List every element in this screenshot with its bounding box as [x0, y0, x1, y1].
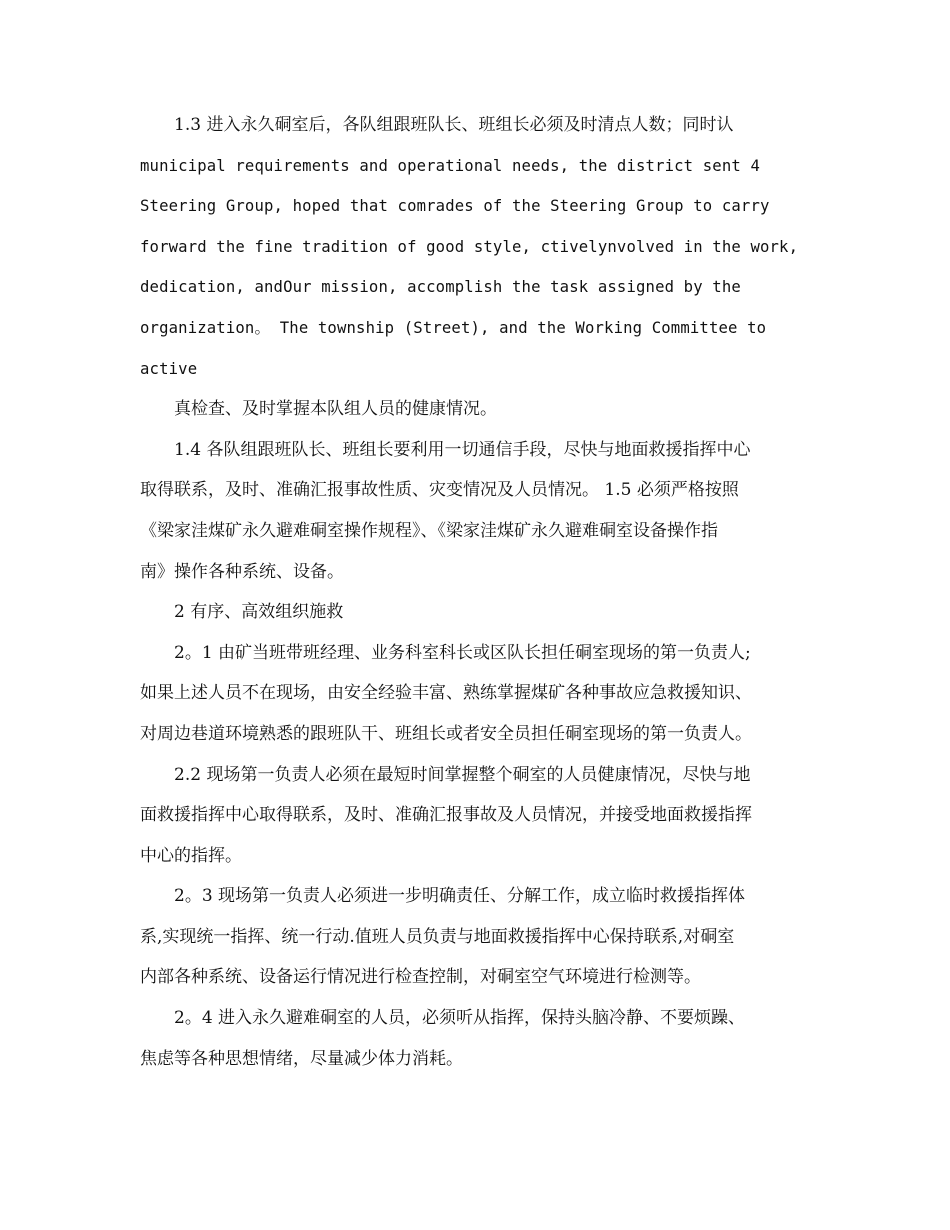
paragraph-1-4-line-3: 《梁家洼煤矿永久避难硐室操作规程》、《梁家洼煤矿永久避难硐室设备操作指	[140, 520, 718, 541]
paragraph-2-1-line-2: 如果上述人员不在现场，由安全经验丰富、熟练掌握煤矿各种事故应急救援知识、	[140, 683, 752, 704]
paragraph-2-3-line-2: 系,实现统一指挥、统一行动.值班人员负责与地面救援指挥中心保持联系,对硐室	[140, 926, 735, 947]
paragraph-1-4-line-2: 取得联系，及时、准确汇报事故性质、灾变情况及人员情况。 1.5 必须严格按照	[140, 480, 739, 501]
english-insert-line-5: organization。 The township (Street), and the Working Committee to	[140, 318, 767, 337]
english-insert-line-3: forward the fine tradition of good style, ctivelynvolved in the work,	[140, 237, 799, 256]
paragraph-2-1-line-1: 2。1 由矿当班带班经理、业务科室科长或区队长担任硐室现场的第一负责人;	[174, 642, 751, 663]
section-2-heading: 2 有序、高效组织施救	[174, 602, 344, 623]
paragraph-2-4-line-1: 2。4 进入永久避难硐室的人员，必须听从指挥，保持头脑冷静、不要烦躁、	[174, 1008, 746, 1029]
paragraph-1-3-line-2: 真检查、及时掌握本队组人员的健康情况。	[174, 399, 497, 420]
paragraph-2-2-line-2: 面救援指挥中心取得联系，及时、准确汇报事故及人员情况，并接受地面救援指挥	[140, 805, 752, 826]
document-page	[140, 105, 820, 1079]
paragraph-1-4-line-4: 南》操作各种系统、设备。	[140, 561, 344, 582]
paragraph-2-2-line-1: 2.2 现场第一负责人必须在最短时间掌握整个硐室的人员健康情况，尽快与地	[174, 764, 751, 785]
english-insert-line-6: active	[140, 359, 198, 378]
english-insert-line-4: dedication, andOur mission, accomplish the task assigned by the	[140, 278, 741, 297]
paragraph-2-4-line-2: 焦虑等各种思想情绪，尽量减少体力消耗。	[140, 1048, 463, 1069]
english-insert-line-2: Steering Group, hoped that comrades of the Steering Group to carry	[140, 197, 770, 216]
paragraph-2-1-line-3: 对周边巷道环境熟悉的跟班队干、班组长或者安全员担任硐室现场的第一负责人。	[140, 723, 752, 744]
paragraph-2-2-line-3: 中心的指挥。	[140, 845, 242, 866]
paragraph-1-4-line-1: 1.4 各队组跟班队长、班组长要利用一切通信手段，尽快与地面救援指挥中心	[174, 439, 751, 460]
paragraph-1-3-line-1: 1.3 进入永久硐室后，各队组跟班队长、班组长必须及时清点人数；同时认	[174, 115, 734, 135]
paragraph-2-3-line-1: 2。3 现场第一负责人必须进一步明确责任、分解工作，成立临时救援指挥体	[174, 886, 746, 907]
paragraph-2-3-line-3: 内部各种系统、设备运行情况进行检查控制，对硐室空气环境进行检测等。	[140, 967, 701, 988]
english-insert-line-1: municipal requirements and operational needs, the district sent 4	[140, 156, 760, 175]
